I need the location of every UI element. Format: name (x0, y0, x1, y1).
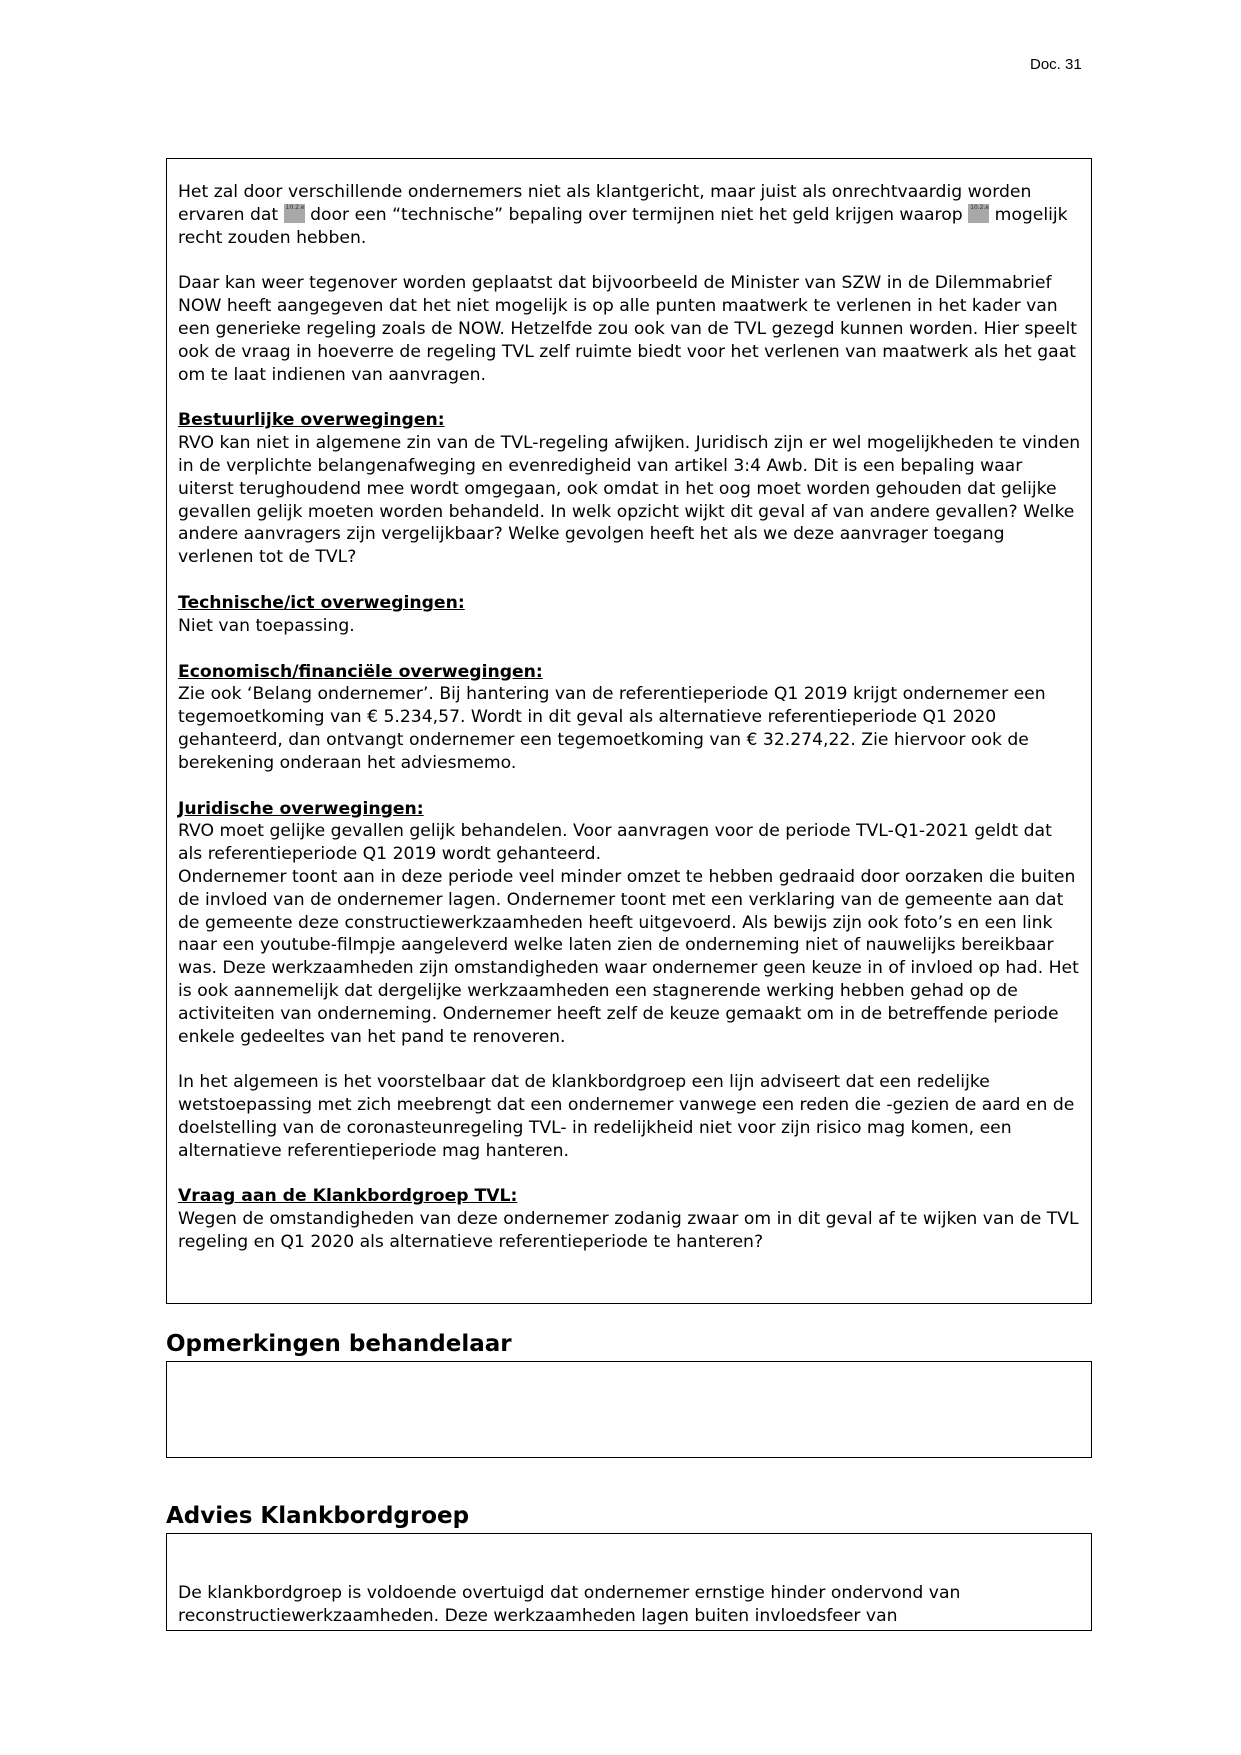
bestuurlijk-heading: Bestuurlijke overwegingen: (178, 410, 445, 431)
technisch-text: Niet van toepassing. (178, 615, 355, 636)
intro-text-c: mogelijk recht zouden hebben. (178, 204, 1068, 248)
advies-box (166, 1533, 1092, 1631)
vraag-text: Wegen de omstandigheden van deze ondernemer zodanig zwaar om in dit geval af te wijken van de TVL regeling en Q1 2020 als alternatieve referentieperiode te hanteren? (178, 1209, 1079, 1253)
intro-text-b: door een “technische” bepaling over termijnen niet het geld krijgen waarop (310, 204, 963, 225)
dilemma-paragraph: Daar kan weer tegenover worden geplaatst dat bijvoorbeeld de Minister van SZW in de Dilemmabrief NOW heeft aangegeven dat het niet mogelijk is op alle punten maatwerk te verlenen in het kader van een generieke regeling zoals de NOW. Hetzelfde zou ook van de TVL gezegd kunnen worden. Hier speelt ook de vraag in hoeverre de regeling TVL zelf ruimte biedt voor het verlenen van maatwerk als het gaat om te laat indienen van aanvragen. (178, 273, 1077, 385)
intro-text-a: Het zal door verschillende ondernemers niet als klantgericht, maar juist als onrechtvaardig worden ervaren dat (178, 182, 1032, 225)
advies-title: Advies Klankbordgroep (166, 1503, 470, 1529)
juridisch-text-1: RVO moet gelijke gevallen gelijk behandelen. Voor aanvragen voor de periode TVL-Q1-2021 geldt dat als referentieperiode Q1 2019 wordt gehanteerd. (178, 821, 1052, 865)
redaction-label: 10.2.e (285, 203, 305, 211)
redaction-mark (968, 204, 989, 223)
redaction-label: 10.2.e (970, 203, 990, 211)
opmerkingen-box (166, 1361, 1092, 1458)
economisch-heading: Economisch/financiële overwegingen: (178, 661, 543, 682)
considerations-box (166, 158, 1092, 1304)
bestuurlijk-text: RVO kan niet in algemene zin van de TVL-regeling afwijken. Juridisch zijn er wel mogelijkheden te vinden in de verplichte belangenafweging en evenredigheid van artikel 3:4 Awb. Dit is een bepaling waar uiterst terughoudend mee wordt omgegaan, ook omdat in het oog moet worden gehouden dat gelijke gevallen gelijk moeten worden behandeld. In welk opzicht wijkt dit geval af van andere gevallen? Welke andere aanvragers zijn vergelijkbaar? Welke gevolgen heeft het als we deze aanvrager toegang verlenen tot de TVL? (178, 433, 1081, 568)
intro-paragraph (178, 181, 1081, 249)
technisch-heading: Technische/ict overwegingen: (178, 592, 465, 613)
economisch-text: Zie ook ‘Belang ondernemer’. Bij hantering van de referentieperiode Q1 2019 krijgt ondernemer een tegemoetkoming van € 5.234,57. Wordt in dit geval als alternatieve referentieperiode Q1 2020 gehanteerd, dan ontvangt ondernemer een tegemoetkoming van € 32.274,22. Zie hiervoor ook de berekening onderaan het adviesmemo. (178, 684, 1046, 773)
juridisch-text-2: Ondernemer toont aan in deze periode veel minder omzet te hebben gedraaid door oorzaken die buiten de invloed van de ondernemer lagen. Ondernemer toont met een verklaring van de gemeente aan dat de gemeente deze constructiewerkzaamheden heeft uitgevoerd. Als bewijs zijn ook foto’s en een link naar een youtube-filmpje aangeleverd welke laten zien de onderneming niet of nauwelijks bereikbaar was. Deze werkzaamheden zijn omstandigheden waar ondernemer geen keuze in of invloed op had. Het is ook aannemelijk dat dergelijke werkzaamheden een stagnerende werking hebben gehad op de activiteiten van onderneming. Ondernemer heeft zelf de keuze gemaakt om in de betreffende periode enkele gedeeltes van het pand te renoveren. (178, 866, 1079, 1047)
vraag-heading: Vraag aan de Klankbordgroep TVL: (178, 1186, 518, 1207)
advies-text: De klankbordgroep is voldoende overtuigd dat ondernemer ernstige hinder ondervond van reconstructiewerkzaamheden. Deze werkzaamheden lagen buiten invloedsfeer van (178, 1583, 961, 1626)
algemeen-paragraph: In het algemeen is het voorstelbaar dat de klankbordgroep een lijn adviseert dat een redelijke wetstoepassing met zich meebrengt dat een ondernemer vanwege een reden die -gezien de aard en de doelstelling van de coronasteunregeling TVL- in redelijkheid niet voor zijn risico mag komen, een alternatieve referentieperiode mag hanteren. (178, 1072, 1075, 1161)
doc-number: Doc. 31 (1030, 56, 1082, 73)
juridisch-heading: Juridische overwegingen: (178, 798, 424, 819)
redaction-mark (284, 204, 305, 223)
opmerkingen-title: Opmerkingen behandelaar (166, 1331, 512, 1357)
